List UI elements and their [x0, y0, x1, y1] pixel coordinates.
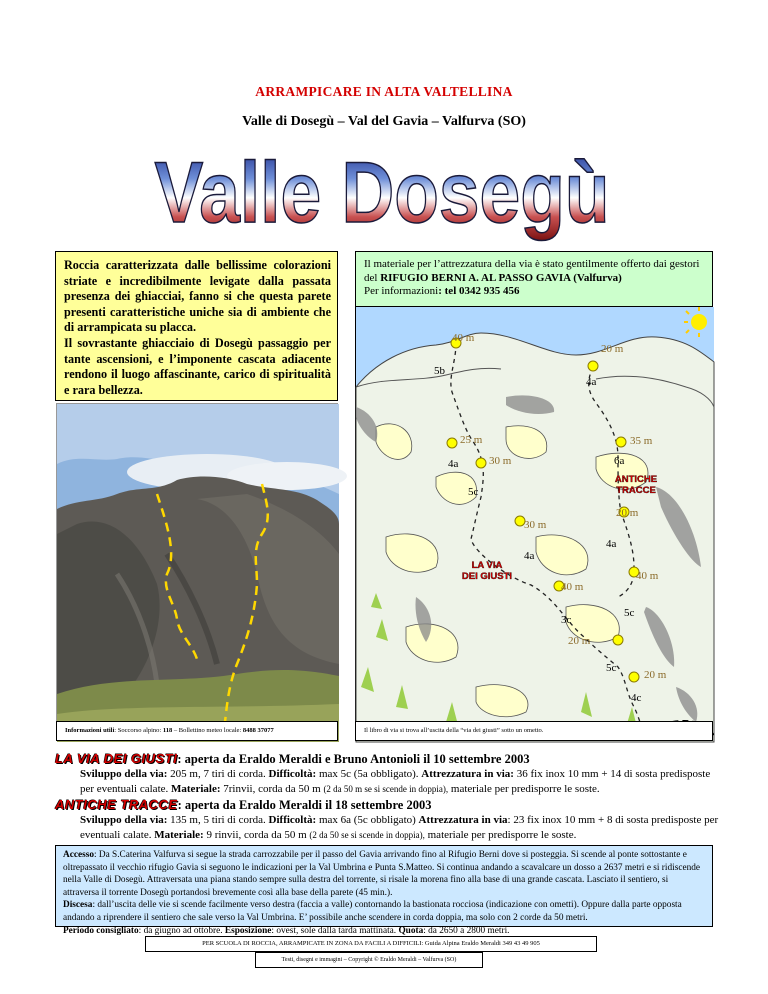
route1-dev-label: Sviluppo della via: [80, 768, 168, 780]
route1-headline: : aperta da Eraldo Meraldi e Bruno Antonioli il 10 settembre 2003 [177, 752, 530, 766]
page-subtitle: Valle di Dosegù – Val del Gavia – Valfurva (SO) [242, 114, 526, 129]
period-text: : da giugno ad ottobre. [138, 925, 225, 936]
intro-paragraph-2: Il sovrastante ghiacciaio di Dosegù passaggio per tante ascensioni, e l’imponente cascata adiacente rendono il luogo affascinante, carico di spiritualità e rara bellezza. [64, 335, 331, 397]
banner-text: Valle Dosegù [154, 145, 610, 241]
route2-details [80, 813, 720, 843]
valle-dosegu-banner [150, 145, 615, 241]
route2-equip-text: : 23 fix inox 10 mm + 8 di sosta predisposte per eventuali calate. [80, 814, 719, 841]
topo-label-40m-left: 40 m [561, 581, 584, 593]
topo-label-20m-top: 20 m [601, 343, 624, 355]
page-title: ARRAMPICARE IN ALTA VALTELLINA [255, 84, 513, 99]
topo-label-25m: 25 m [460, 434, 483, 446]
descent-text: : dall’uscita delle vie si scende facilmente verso destra (faccia a valle) contornando la bastionata rocciosa (indicazione con ometti). Oppure dalla parte opposta andando a riprendere il sentiero che sale verso la Val Umbrina. E’ possibile anche scendere in corda doppia, ma solo con 2 corde da 50 metri. [63, 900, 682, 923]
useful-info-text-2: – Bollettino meteo locale: [172, 727, 243, 734]
footer-copyright: Testi, disegni e immagini – Copyright © Eraldo Meraldi – Valfurva (SO) [255, 952, 483, 968]
route2-mat-text: 9 rinvii, corda da 50 m [203, 829, 310, 841]
access-paragraph [63, 849, 705, 899]
route2-heading [55, 797, 431, 813]
topo-route-antiche-tracce-1: ANTICHE [614, 474, 658, 485]
route1-diff-label: Difficoltà: [268, 768, 317, 780]
topo-label-20m-low: 20 m [568, 635, 591, 647]
access-text: : Da S.Caterina Valfurva si segue la strada carrozzabile per il passo del Gavia arrivando fino al Rifugio Berni dove si posteggia. Si scende al ponte sottostante e oltrepassato il vecchio rifugio Gavia si seguono le indicazioni per la Val Umbrina e Punta S.Matteo. Si continua andando a scavalcare un dosso a 2637 metri e si ridiscende nella Valle di Dosegù. Attraversata una piana stando sempre sulla destra del torrente, si risale la morena fino alla base di una grande cascata. Lasciato il sentiero, si attraversa il torrente Dosegù portandosi brevemente così alla base della parete (45 min.). [63, 850, 701, 898]
topo-label-35m: 35 m [630, 435, 653, 447]
route1-mat-small: (2 da 50 m se si scende in doppia), [323, 784, 449, 794]
topo-label-20m-mid: 20 m [616, 507, 639, 519]
route1-equip-label: Attrezzatura in via: [421, 768, 514, 780]
intro-box [55, 251, 338, 401]
topo-label-40m-top: 40 m [452, 332, 475, 344]
route2-mat-end: materiale per predisporre le soste. [424, 829, 577, 841]
route1-details [80, 767, 720, 797]
topo-footer-note: Il libro di via si trova all’uscita della “via dei giusti” sotto un ometto. [355, 721, 713, 741]
route2-headline: : aperta da Eraldo Meraldi il 18 settembre 2003 [177, 798, 432, 812]
route1-name: LA VIA DEI GIUSTI [55, 751, 178, 766]
sponsor-info-label: Per informazioni [364, 285, 439, 297]
route1-mat-text: 7rinvii, corda da 50 m [220, 783, 324, 795]
descent-label: Discesa [63, 900, 93, 911]
route1-mat-label: Materiale: [171, 783, 221, 795]
period-label: Periodo consigliato [63, 925, 139, 936]
topo-grade-5c-2: 5c [624, 607, 635, 619]
route1-dev-text: 205 m, 7 tiri di corda. [167, 768, 269, 780]
intro-paragraph-1: Roccia caratterizzata dalle bellissime colorazioni striate e incredibilmente levigate dalla passata presenza dei ghiacciai, fanno si che questa parete presenti caratteristiche uniche sia di ambiente che di arrampicata su placca. [64, 258, 331, 335]
exposure-text: : ovest, sole dalla tarda mattinata. [271, 925, 399, 936]
topo-label-30m-a: 30 m [489, 455, 512, 467]
topo-grade-5b: 5b [434, 365, 445, 377]
rescue-number: 118 [162, 727, 173, 734]
topo-grade-3c: 3c [561, 614, 572, 626]
route2-dev-text: 135 m, 5 tiri di corda. [167, 814, 269, 826]
topo-grade-5c-3: 5c [606, 662, 617, 674]
rock-face-photo [56, 403, 338, 741]
route1-heading [55, 751, 530, 767]
access-label: Accesso [63, 850, 94, 860]
sponsor-rifugio: RIFUGIO BERNI A. AL PASSO GAVIA (Valfurva) [380, 271, 622, 284]
topo-grade-4a-top: 4a [586, 376, 597, 388]
sponsor-phone: : tel 0342 935 456 [438, 285, 520, 297]
useful-info-text-1: : Soccorso alpino: [114, 727, 163, 734]
topo-grade-5c-1: 5c [468, 486, 479, 498]
sponsor-box [355, 251, 713, 307]
topo-grade-6a: 6a [614, 455, 625, 467]
topo-grade-4a-3: 4a [606, 538, 617, 550]
route2-diff-text: max 6a (5c obbligato) [316, 814, 419, 826]
topo-grade-4c: 4c [631, 692, 642, 704]
topo-label-40m-right: 40 m [636, 570, 659, 582]
sponsor-text: Il materiale per l’attrezzatura della via è stato gentilmente offerto dai gestori del [364, 258, 700, 284]
topo-route-via-giusti-1: LA VIA [471, 560, 503, 571]
route1-equip-text: 36 fix inox 10 mm + 14 di sosta predisposte per eventuali calate. [80, 768, 711, 795]
route2-diff-label: Difficoltà: [268, 814, 317, 826]
topo-label-20m-bottom: 20 m [644, 669, 667, 681]
useful-info-label: Informazioni utili [65, 727, 115, 734]
route2-dev-label: Sviluppo della via: [80, 814, 168, 826]
exposure-label: Esposizione [224, 925, 272, 936]
route2-mat-small: (2 da 50 se si scende in doppia), [309, 830, 425, 840]
altitude-text: : da 2650 a 2800 metri. [423, 925, 510, 936]
weather-number: 8488 37077 [242, 727, 274, 734]
route2-equip-label: Attrezzatura in via [418, 814, 508, 826]
route1-diff-text: max 5c (5a obbligato). [316, 768, 422, 780]
useful-info-footer [56, 721, 338, 741]
topo-label-30m-b: 30 m [524, 519, 547, 531]
route2-mat-label: Materiale: [154, 829, 204, 841]
topo-grade-4a-2: 4a [448, 458, 459, 470]
topo-route-via-giusti-2: DEI GIUSTI [461, 571, 513, 582]
topo-route-antiche-tracce-2: TRACCE [616, 485, 656, 496]
footer-guide-info: PER SCUOLA DI ROCCIA, ARRAMPICATE IN ZONA DA FACILI A DIFFICILI: Guida Alpina Eraldo Meraldi 349 43 49 905 [145, 936, 597, 952]
route1-mat-end: materiale per predisporre le soste. [448, 783, 600, 795]
descent-paragraph [63, 899, 705, 924]
access-info-box [55, 845, 713, 936]
topo-grade-4a-4: 4a [524, 550, 535, 562]
route-topo-diagram [355, 306, 713, 741]
altitude-label: Quota [398, 925, 424, 936]
route2-name: ANTICHE TRACCE [55, 797, 178, 812]
